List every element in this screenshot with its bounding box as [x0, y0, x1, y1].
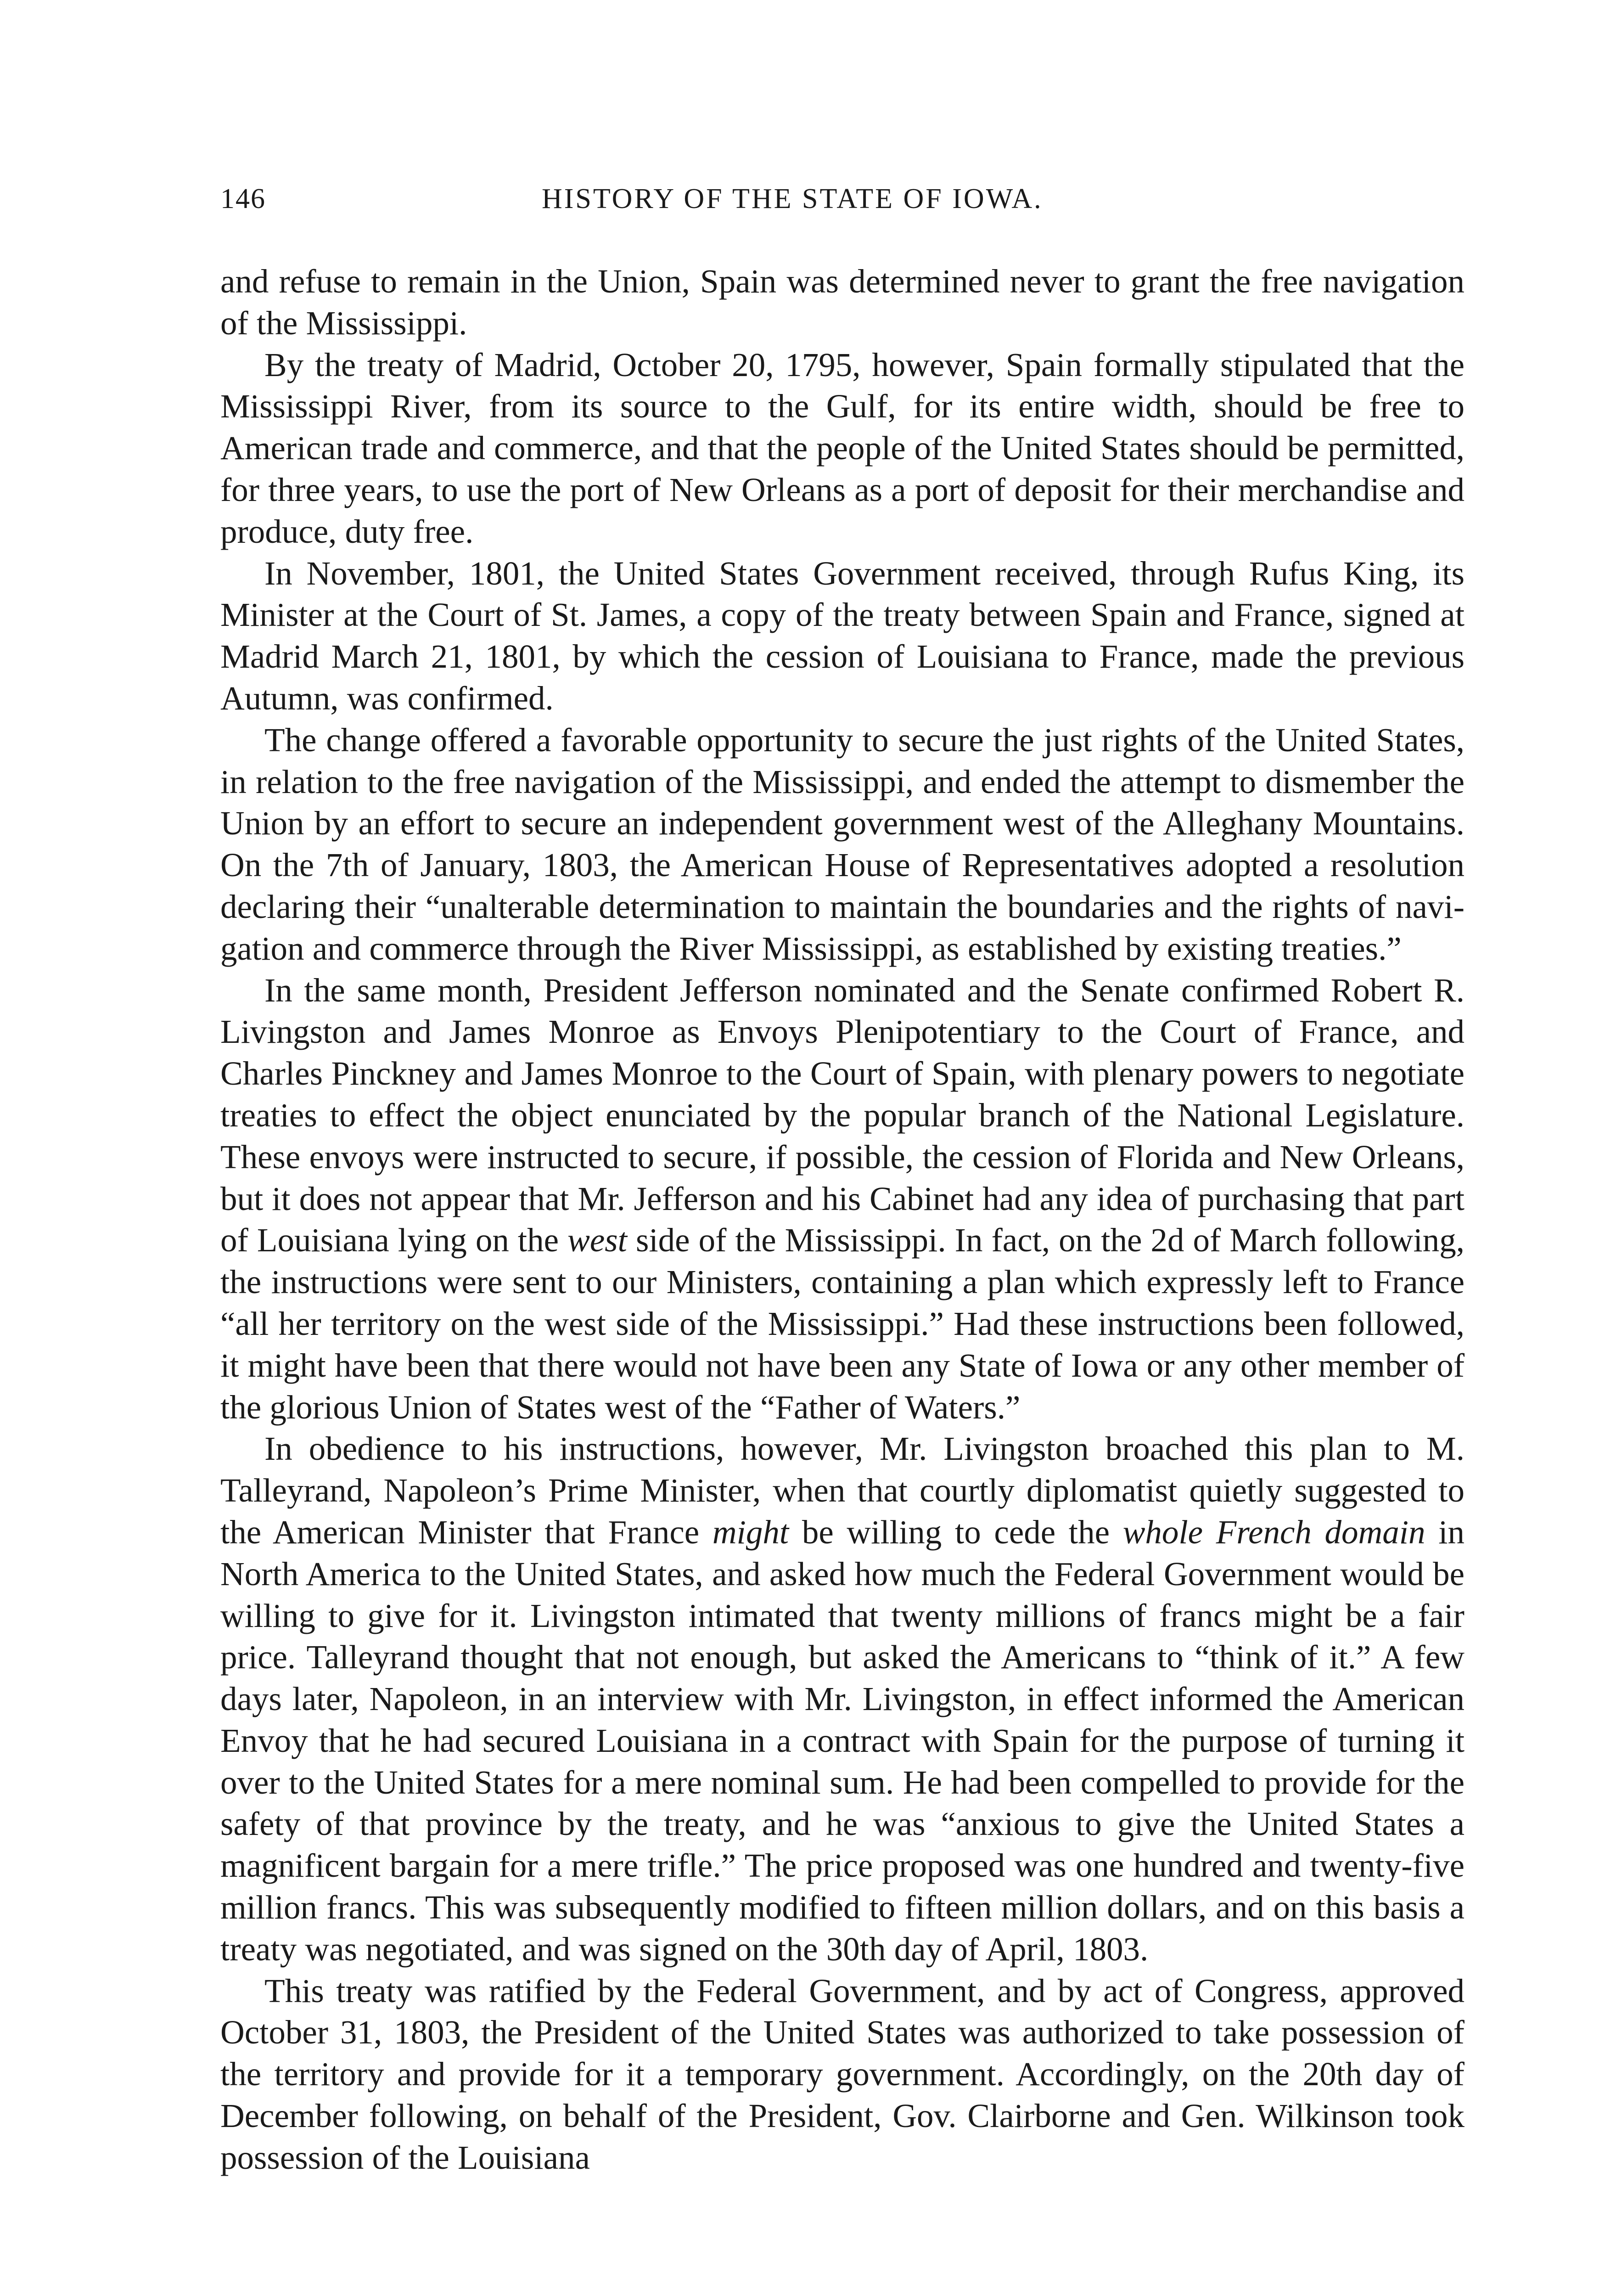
italic-text: whole French domain [1122, 1513, 1425, 1551]
text-run: be willing to cede the [789, 1513, 1123, 1551]
page-number: 146 [220, 183, 266, 214]
paragraph-ratification: This treaty was ratified by the Federal Government, and by act of Congress, approved October 31, 1803, the President of the United States was authorized to take possession of the territory and provide for it a temporary government. Accordingly, on the 20th day of December following, on behalf of the President, Gov. Clairborne and Gen. Wilkinson took possession of the Louisiana [220, 1972, 1464, 2176]
paragraph-talleyrand [220, 1428, 1464, 1970]
body-text [220, 261, 1464, 2179]
paragraph-favorable-opportunity: The change offered a favorable opportunity to secure the just rights of the United States, in relation to the free navigation of the Mississippi, and ended the attempt to dismember the Union by an effort to secure an independent government west of the Alleghany Mountains. On the 7th of January, 1803, the American House of Representatives adopted a resolution declaring their “unalterable determination to maintain the boundaries and the rights of navigation and commerce through the River Mississippi, as established by existing treaties.” [220, 721, 1464, 967]
paragraph-november-1801: In November, 1801, the United States Government received, through Rufus King, its Minister at the Court of St. James, a copy of the treaty between Spain and France, signed at Madrid March 21, 1801, by which the cession of Louisiana to France, made the previous Autumn, was confirmed. [220, 554, 1464, 717]
text-run: side of the Mississippi. In fact, on the 2d of March following, the instructions were sent to our Ministers, containing a plan which expressly left to France “all her territory on the west side of the Mississippi.” Had these instructions been followed, it might have been that there would not have been any State of Iowa or any other member of the glorious Union of States west of the “Father of Waters.” [220, 1221, 1464, 1426]
italic-text: might [712, 1513, 789, 1551]
running-head [220, 178, 1474, 219]
paragraph-continuation: and refuse to remain in the Union, Spain was determined never to grant the free navigation of the Mississippi. [220, 263, 1464, 342]
text-run: In obedience to his instructions, however, Mr. Livingston broached this plan to M. Talleyrand, Napoleon’s Prime Minister, when that courtly diplomatist quietly suggested to the American Minister that France [220, 1430, 1464, 1551]
text-run: in North America to the United States, and asked how much the Federal Government would be willing to give for it. Livingston intimated that twenty millions of francs might be a fair price. Talleyrand thought that not enough, but asked the Americans to “think of it.” A few days later, Napoleon, in an interview with Mr. Livingston, in effect informed the American Envoy that he had secured Louisiana in a contract with Spain for the purpose of turning it over to the United States for a mere nominal sum. He had been compelled to provide for the safety of that province by the treaty, and he was “anxious to give the United States a magnificent bargain for a mere trifle.” The price proposed was one hundred and twenty-five million francs. This was subsequently modified to fifteen million dollars, and on this basis a treaty was negotiated, and was signed on the 30th day of April, 1803. [220, 1513, 1464, 1968]
italic-text: west [567, 1221, 627, 1259]
running-title: HISTORY OF THE STATE OF IOWA. [542, 183, 1043, 214]
paragraph-treaty-of-madrid: By the treaty of Madrid, October 20, 1795, however, Spain formally stipulated that the Mississippi River, from its source to the Gulf, for its entire width, should be free to American trade and commerce, and that the people of the United States should be permitted, for three years, to use the port of New Orleans as a port of deposit for their merchandise and produce, duty free. [220, 346, 1464, 550]
text-run: In the same month, President Jefferson nominated and the Senate confirmed Robert R. Livingston and James Monroe as Envoys Plenipotentiary to the Court of France, and Charles Pinckney and James Monroe to the Court of Spain, with plenary powers to negotiate treaties to effect the object enunciated by the popular branch of the National Legislature. These envoys were instructed to secure, if possible, the cession of Florida and New Orleans, but it does not appear that Mr. Jefferson and his Cabinet had any idea of purchasing that part of Louisiana lying on the [220, 971, 1464, 1259]
paragraph-envoys [220, 970, 1464, 1429]
